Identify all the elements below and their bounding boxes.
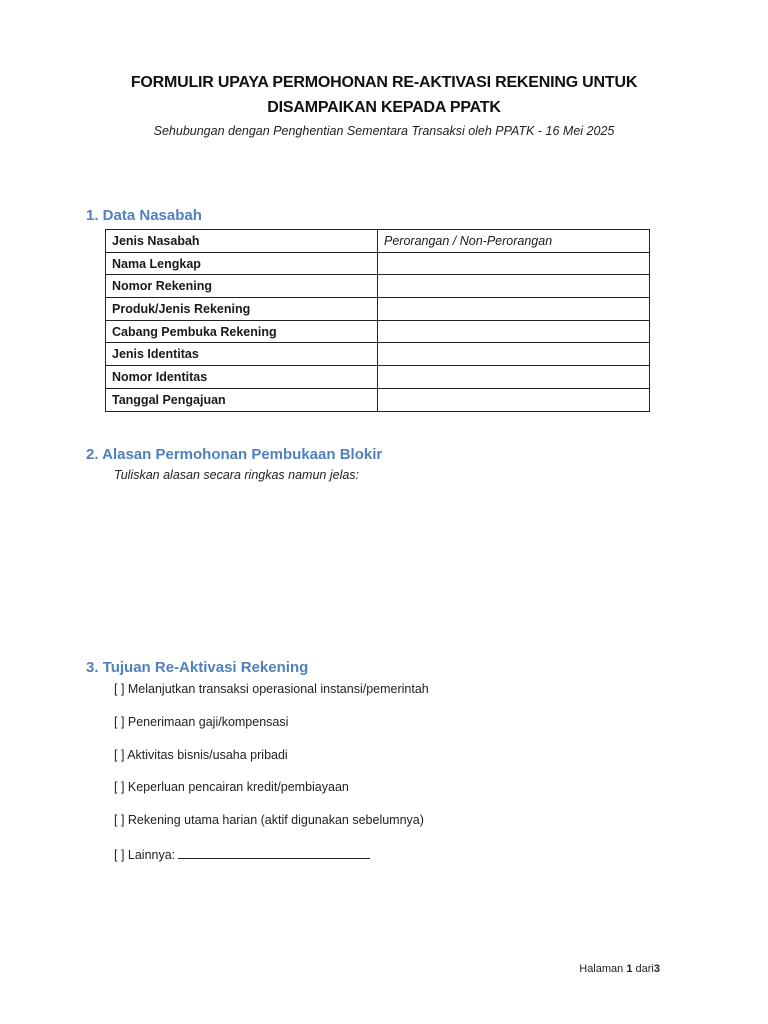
title-line-1: FORMULIR UPAYA PERMOHONAN RE-AKTIVASI REKENING UNTUK bbox=[130, 74, 638, 91]
purpose-option[interactable]: [ ] Aktivitas bisnis/usaha pribadi bbox=[114, 748, 288, 762]
row-value-field[interactable] bbox=[378, 298, 650, 321]
table-row bbox=[106, 366, 650, 389]
page-current: 1 bbox=[626, 963, 633, 975]
purpose-option[interactable]: [ ] Penerimaan gaji/kompensasi bbox=[114, 715, 289, 729]
page-total: 3 bbox=[653, 963, 660, 975]
document-subtitle: Sehubungan dengan Penghentian Sementara Transaksi oleh PPATK - 16 Mei 2025 bbox=[153, 124, 615, 138]
purpose-option[interactable]: [ ] Rekening utama harian (aktif digunakan sebelumnya) bbox=[114, 813, 424, 827]
row-label: Produk/Jenis Rekening bbox=[106, 298, 378, 321]
row-label: Tanggal Pengajuan bbox=[106, 388, 378, 411]
purpose-option[interactable]: [ ] Keperluan pencairan kredit/pembiayaan bbox=[114, 780, 349, 794]
row-value-field[interactable]: Perorangan / Non-Perorangan bbox=[378, 230, 650, 253]
section-heading-tujuan: 3. Tujuan Re-Aktivasi Rekening bbox=[86, 659, 309, 676]
section-heading-data-nasabah: 1. Data Nasabah bbox=[86, 207, 202, 224]
other-blank-line[interactable] bbox=[178, 846, 370, 859]
row-value-field[interactable] bbox=[378, 343, 650, 366]
reason-instruction: Tuliskan alasan secara ringkas namun jelas: bbox=[114, 468, 360, 482]
row-label: Nomor Rekening bbox=[106, 275, 378, 298]
row-label: Nama Lengkap bbox=[106, 252, 378, 275]
page-label: Halaman bbox=[579, 963, 624, 975]
row-value-field[interactable] bbox=[378, 366, 650, 389]
other-option-label: [ ] Lainnya: bbox=[114, 848, 176, 862]
table-row bbox=[106, 388, 650, 411]
page-number bbox=[579, 963, 660, 975]
row-value-field[interactable] bbox=[378, 252, 650, 275]
table-row bbox=[106, 343, 650, 366]
row-label: Nomor Identitas bbox=[106, 366, 378, 389]
row-label: Jenis Nasabah bbox=[106, 230, 378, 253]
page-separator: dari bbox=[635, 963, 654, 975]
table-row bbox=[106, 298, 650, 321]
row-label: Cabang Pembuka Rekening bbox=[106, 320, 378, 343]
purpose-option-other[interactable] bbox=[114, 846, 370, 862]
table-row bbox=[106, 320, 650, 343]
table-row bbox=[106, 230, 650, 253]
table-row bbox=[106, 275, 650, 298]
row-value-field[interactable] bbox=[378, 275, 650, 298]
purpose-option[interactable]: [ ] Melanjutkan transaksi operasional instansi/pemerintah bbox=[114, 682, 429, 696]
row-value-field[interactable] bbox=[378, 320, 650, 343]
customer-data-table bbox=[105, 229, 650, 412]
section-heading-alasan: 2. Alasan Permohonan Pembukaan Blokir bbox=[86, 446, 383, 463]
table-row bbox=[106, 252, 650, 275]
row-label: Jenis Identitas bbox=[106, 343, 378, 366]
row-value-field[interactable] bbox=[378, 388, 650, 411]
title-line-2: DISAMPAIKAN KEPADA PPATK bbox=[267, 99, 501, 116]
